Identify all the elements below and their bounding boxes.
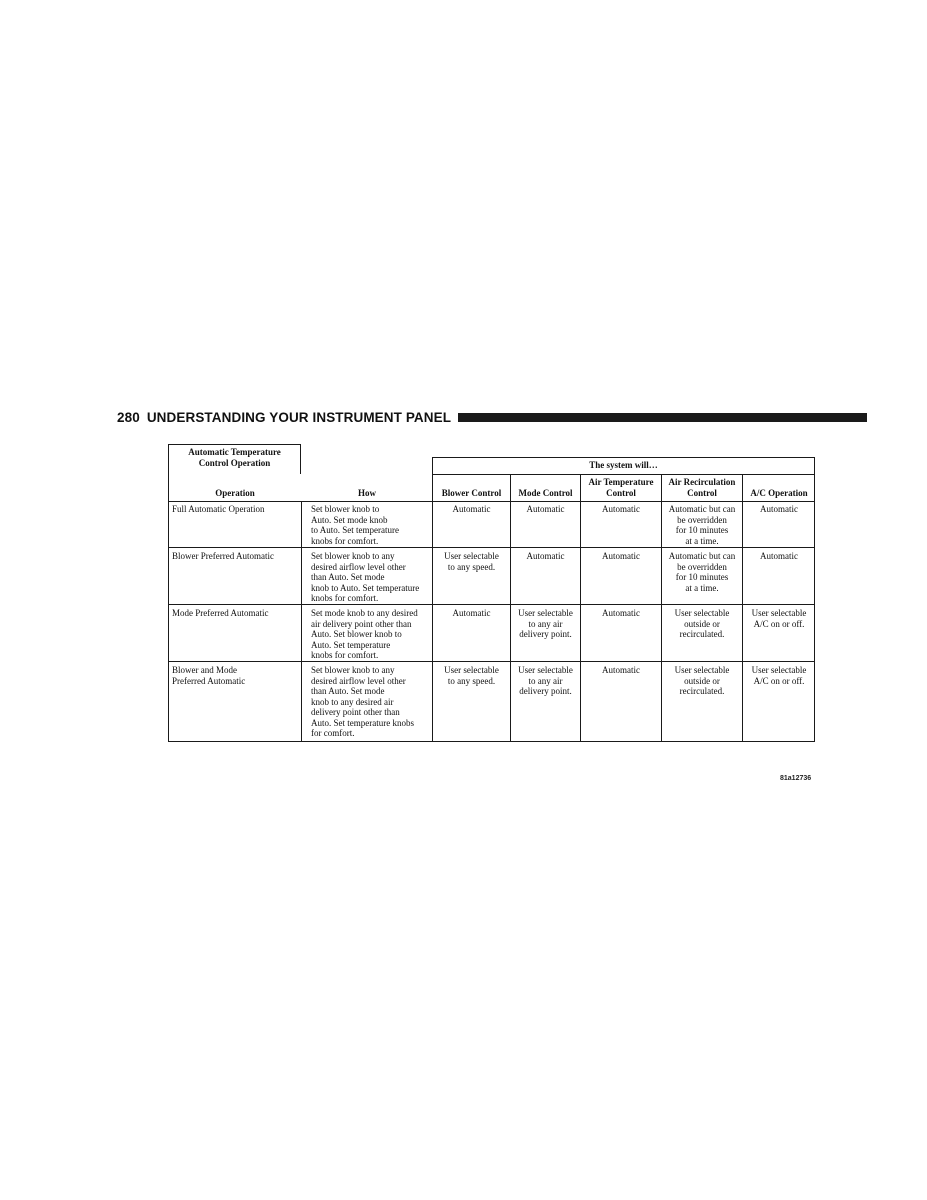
column-header-ac-operation: A/C Operation: [750, 488, 808, 498]
cell-text-line: Automatic: [760, 551, 798, 561]
cell-air-recirculation-control: [662, 504, 742, 546]
table-line: [432, 474, 815, 475]
cell-text-line: knobs for comfort.: [311, 650, 379, 660]
cell-text-line: A/C on or off.: [753, 675, 805, 686]
cell-text-line: Automatic: [602, 608, 640, 618]
column-header-mode-control: Mode Control: [518, 488, 573, 498]
column-header-line: Control: [606, 487, 636, 498]
cell-text-line: Automatic: [602, 665, 640, 675]
column-header-line: Control: [687, 487, 717, 498]
cell-text-line: Automatic: [526, 551, 565, 561]
section-title: UNDERSTANDING YOUR INSTRUMENT PANEL: [146, 409, 452, 425]
cell-text-line: desired airflow level other: [311, 561, 406, 572]
page-header: [117, 409, 867, 425]
cell-text-line: User selectable: [444, 665, 499, 675]
cell-text-line: User selectable: [518, 608, 573, 618]
cell-text-line: Automatic: [602, 551, 640, 561]
cell-text-line: Auto. Set temperature knobs: [311, 717, 414, 728]
cell-how: [311, 608, 433, 661]
cell-text-line: User selectable: [674, 608, 730, 618]
cell-ac-operation: [743, 608, 815, 629]
cell-text-line: Set blower knob to any: [311, 551, 395, 561]
cell-air-recirculation-control: [662, 665, 742, 697]
cell-text-line: for 10 minutes: [675, 525, 729, 535]
cell-text-line: User selectable: [444, 551, 499, 561]
cell-mode-control: [511, 608, 580, 640]
cell-air-recirculation-control: [662, 551, 742, 593]
table-line: [168, 604, 815, 605]
cell-text-line: to any air: [528, 675, 563, 686]
cell-ac-operation: [743, 665, 815, 686]
cell-operation: [172, 608, 300, 619]
cell-text-line: to any speed.: [447, 561, 496, 572]
cell-mode-control: [511, 551, 580, 562]
cell-text-line: Set blower knob to: [311, 504, 380, 514]
cell-text-line: for 10 minutes: [675, 572, 729, 582]
cell-text-line: Automatic: [452, 504, 491, 514]
cell-text-line: Automatic: [760, 504, 798, 514]
cell-text-line: delivery point other than: [311, 707, 400, 717]
cell-text-line: User selectable: [751, 665, 807, 675]
cell-text-line: recirculated.: [679, 629, 725, 639]
cell-text-line: User selectable: [674, 665, 730, 675]
cell-text-line: desired airflow level other: [311, 675, 406, 686]
cell-text-line: delivery point.: [519, 629, 572, 639]
table-line: [300, 444, 301, 474]
cell-text-line: knob to any desired air: [311, 696, 394, 707]
cell-how: [311, 665, 433, 739]
cell-how: [311, 551, 433, 604]
table-line: [168, 661, 815, 662]
group-header: The system will…: [589, 460, 658, 470]
cell-air-temperature-control: [581, 551, 661, 562]
cell-blower-control: [433, 551, 510, 572]
table-title-line: Control Operation: [198, 457, 271, 468]
cell-text-line: Set blower knob to any: [311, 665, 395, 675]
cell-text-line: Automatic: [602, 504, 640, 514]
cell-how: [311, 504, 433, 546]
cell-blower-control: [433, 504, 510, 515]
cell-text-line: be overridden: [677, 514, 727, 525]
cell-text-line: Set mode knob to any desired: [311, 608, 418, 618]
page-number: 280: [117, 409, 140, 425]
column-header-operation: Operation: [215, 488, 255, 498]
figure-code: 81a12736: [780, 775, 812, 782]
cell-text-line: outside or: [684, 618, 720, 629]
cell-text-line: knobs for comfort.: [311, 593, 379, 603]
cell-text-line: outside or: [684, 675, 720, 686]
cell-text-line: knob to Auto. Set temperature: [311, 582, 420, 593]
cell-text-line: knobs for comfort.: [311, 535, 379, 546]
table-line: [432, 457, 815, 458]
cell-text-line: air delivery point other than: [311, 618, 412, 629]
cell-text-line: User selectable: [518, 665, 573, 675]
cell-text-line: Blower and Mode: [172, 665, 237, 675]
table-line: [168, 501, 815, 502]
cell-text-line: to any speed.: [447, 675, 496, 686]
column-header-air-temperature-control: [581, 477, 661, 498]
cell-text-line: to Auto. Set temperature: [311, 525, 399, 535]
cell-text-line: recirculated.: [679, 686, 725, 696]
cell-text-line: than Auto. Set mode: [311, 572, 385, 582]
cell-air-temperature-control: [581, 608, 661, 619]
cell-air-temperature-control: [581, 504, 661, 515]
cell-text-line: at a time.: [685, 535, 719, 546]
cell-operation: [172, 665, 300, 686]
cell-air-recirculation-control: [662, 608, 742, 640]
cell-text-line: User selectable: [751, 608, 807, 618]
cell-text-line: be overridden: [677, 561, 727, 572]
cell-ac-operation: [743, 551, 815, 562]
table-line: [168, 444, 301, 445]
cell-ac-operation: [743, 504, 815, 515]
cell-text-line: Auto. Set blower knob to: [311, 629, 402, 639]
cell-operation: [172, 504, 300, 515]
table-title-line: Automatic Temperature: [188, 447, 281, 457]
cell-text-line: than Auto. Set mode: [311, 686, 385, 696]
cell-text-line: Automatic but can: [668, 504, 736, 514]
cell-blower-control: [433, 608, 510, 619]
cell-text-line: Auto. Set temperature: [311, 639, 391, 650]
cell-text-line: to any air: [528, 618, 563, 629]
column-header-air-recirculation-control: [662, 477, 742, 498]
cell-text-line: Automatic: [526, 504, 565, 514]
cell-mode-control: [511, 504, 580, 515]
cell-text-line: for comfort.: [311, 728, 355, 738]
cell-text-line: delivery point.: [519, 686, 572, 696]
column-header-line: Air Temperature: [588, 477, 654, 487]
table-line: [168, 741, 815, 742]
cell-air-temperature-control: [581, 665, 661, 676]
column-header-blower-control: Blower Control: [441, 488, 502, 498]
cell-text-line: at a time.: [685, 582, 719, 593]
cell-text-line: Blower Preferred Automatic: [172, 551, 274, 561]
header-rule: [458, 413, 867, 422]
table-title: [169, 447, 300, 468]
table-line: [814, 457, 815, 742]
cell-text-line: Full Automatic Operation: [172, 504, 265, 514]
column-header-how: How: [358, 488, 376, 498]
cell-text-line: Automatic but can: [668, 551, 736, 561]
column-header-line: Air Recirculation: [668, 477, 736, 487]
cell-text-line: Automatic: [452, 608, 491, 618]
table-line: [301, 501, 302, 742]
table-line: [168, 547, 815, 548]
cell-text-line: A/C on or off.: [753, 618, 805, 629]
automatic-temperature-control-table: [168, 444, 815, 742]
cell-text-line: Preferred Automatic: [172, 675, 246, 686]
cell-text-line: Mode Preferred Automatic: [172, 608, 269, 618]
cell-text-line: Auto. Set mode knob: [311, 514, 388, 525]
cell-mode-control: [511, 665, 580, 697]
cell-operation: [172, 551, 300, 562]
cell-blower-control: [433, 665, 510, 686]
